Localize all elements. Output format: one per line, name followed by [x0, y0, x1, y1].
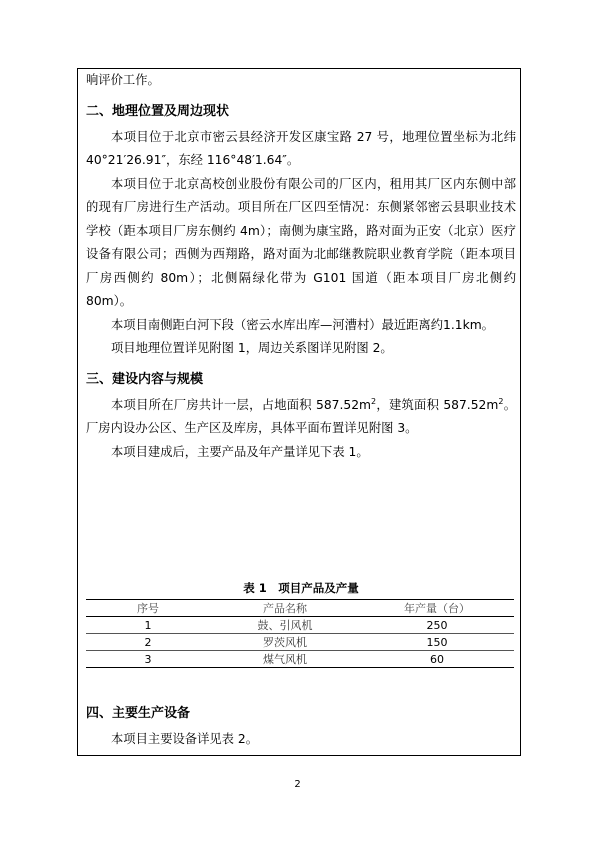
- document-body: [86, 69, 516, 464]
- section-heading-location: 二、地理位置及周边现状: [86, 103, 230, 119]
- table-cell-output: 60: [360, 651, 514, 668]
- equipment-section: [86, 700, 516, 752]
- section-heading-construction: 三、建设内容与规模: [86, 371, 204, 387]
- table-cell-product: 鼓、引风机: [210, 617, 360, 634]
- table-caption: 表 1 项目产品及产量: [243, 581, 359, 595]
- intro-tail-text: 响评价工作。: [86, 73, 160, 87]
- table-cell-index: 3: [86, 651, 210, 668]
- column-header-index: 序号: [86, 600, 210, 617]
- table-cell-product: 罗茨风机: [210, 634, 360, 651]
- table-row: [86, 651, 514, 668]
- river-distance-paragraph: 本项目南侧距白河下段（密云水库出库—河漕村）最近距离约1.1km。: [111, 317, 494, 332]
- table-row: [86, 617, 514, 634]
- figure-reference-paragraph: 项目地理位置详见附图 1，周边关系图详见附图 2。: [111, 341, 393, 355]
- equipment-paragraph: 本项目主要设备详见表 2。: [111, 732, 258, 746]
- column-header-product: 产品名称: [210, 600, 360, 617]
- table-cell-output: 150: [360, 634, 514, 651]
- table-header-row: [86, 600, 514, 617]
- products-table: [86, 599, 514, 668]
- section-heading-equipment: 四、主要生产设备: [86, 706, 191, 721]
- column-header-output: 年产量（台）: [360, 600, 514, 617]
- location-paragraph: 本项目位于北京市密云县经济开发区康宝路 27 号，地理位置坐标为北纬 40°21′26.91″，东经 116°48′1.64″。: [86, 129, 516, 167]
- table-cell-output: 250: [360, 617, 514, 634]
- products-intro-paragraph: 本项目建成后，主要产品及年产量详见下表 1。: [111, 444, 369, 459]
- table-cell-index: 1: [86, 617, 210, 634]
- table-cell-product: 煤气风机: [210, 651, 360, 668]
- surroundings-paragraph: 本项目位于北京高校创业股份有限公司的厂区内，租用其厂区内东侧中部的现有厂房进行生产活动。项目所在厂区四至情况：东侧紧邻密云县职业技术学校（距本项目厂房东侧约 4m）；南侧为康宝路，路对面为正安（北京）医疗设备有限公司；西侧为西翔路，路对面为北邮继教院职业教育学院（距本项目厂房西侧约 80m）；北侧隔绿化带为 G101 国道（距本项目厂房北侧约 80m）。: [86, 176, 516, 308]
- building-area-paragraph: 本项目所在厂房共计一层，占地面积 $587.52m^2$，建筑面积 $587.52m^2$。厂房内设办公区、生产区及库房，具体平面布置详见附图 3。: [86, 396, 516, 435]
- table-cell-index: 2: [86, 634, 210, 651]
- page-number: 2: [294, 779, 301, 790]
- table-row: [86, 634, 514, 651]
